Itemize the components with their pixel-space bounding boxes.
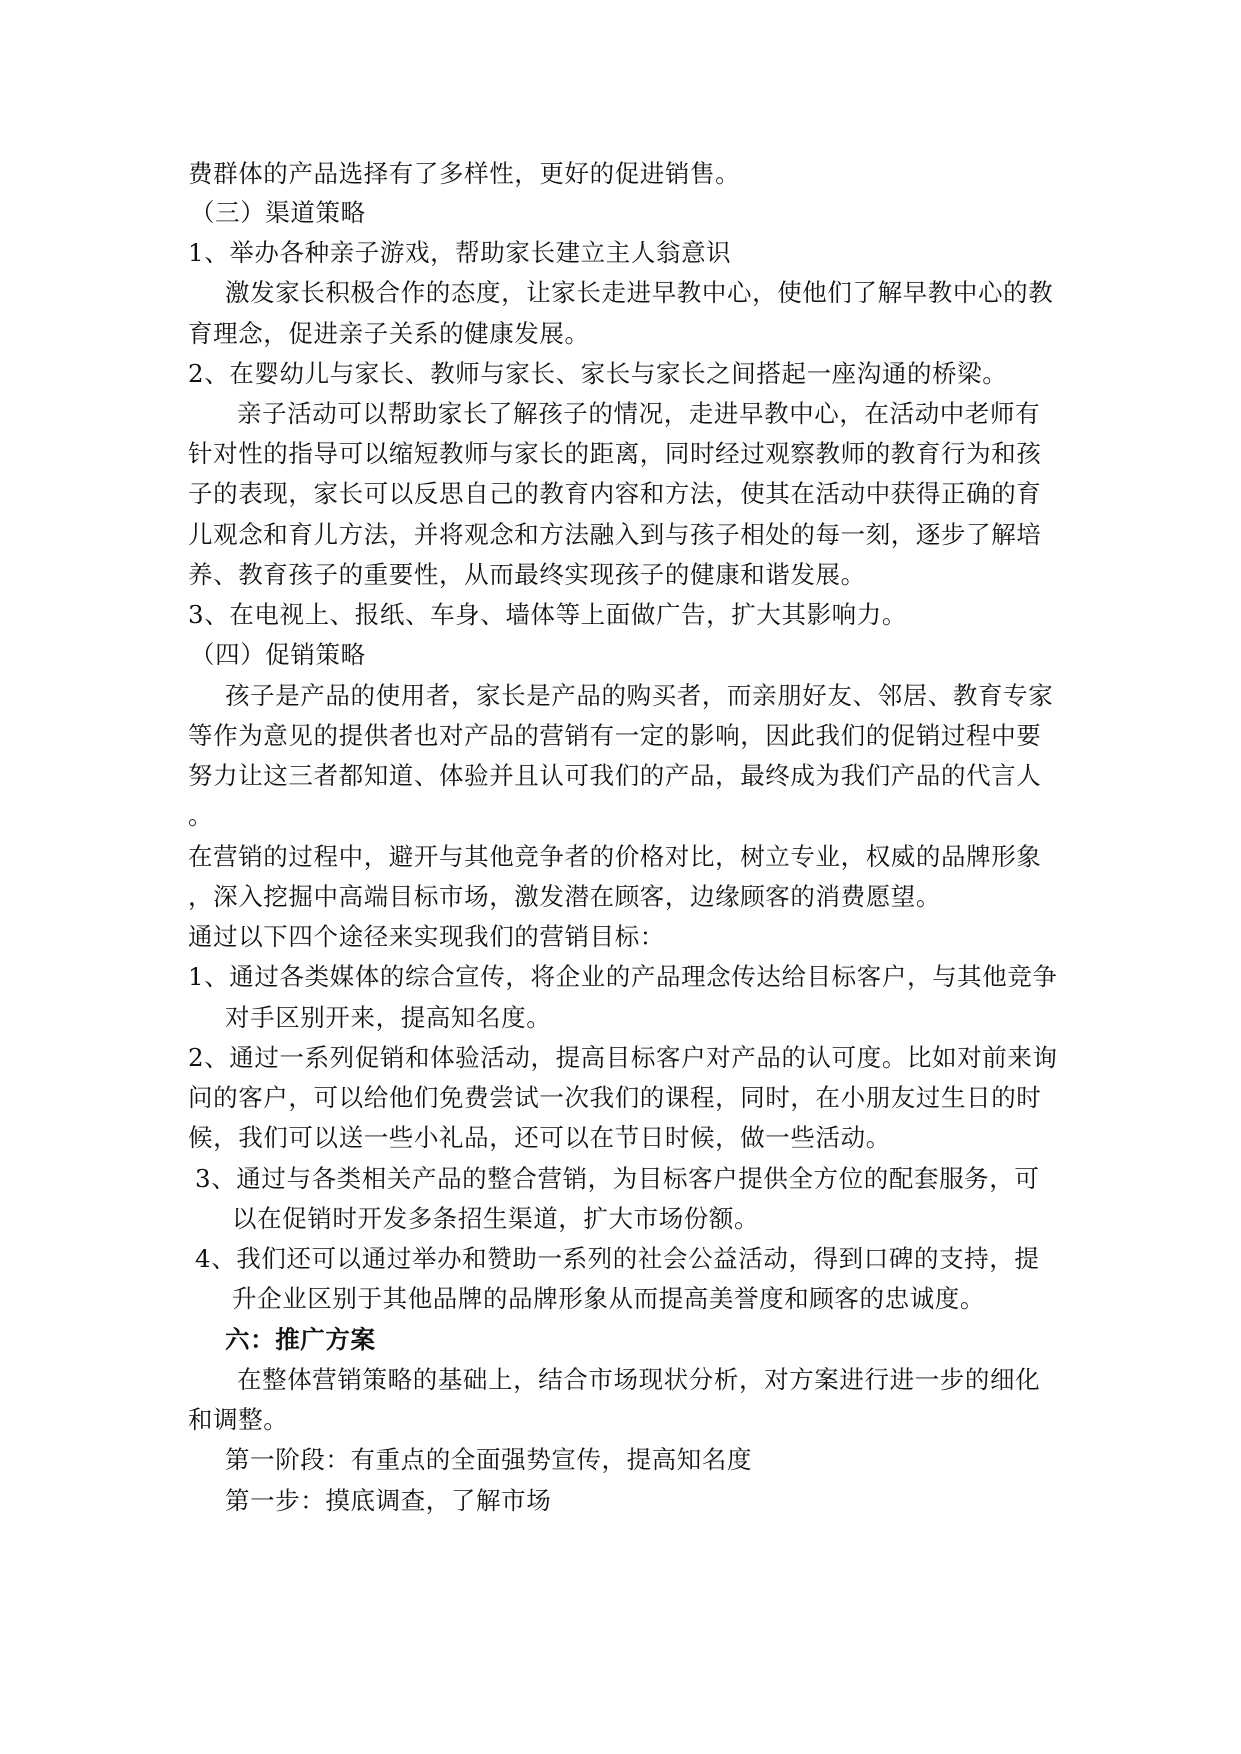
text-line: 针对性的指导可以缩短教师与家长的距离，同时经过观察教师的教育行为和孩: [188, 439, 1042, 468]
text-line: 和调整。: [188, 1405, 289, 1434]
text-line: 亲子活动可以帮助家长了解孩子的情况，走进早教中心，在活动中老师有: [237, 399, 1041, 428]
text-line: 通过以下四个途径来实现我们的营销目标：: [188, 922, 665, 951]
list-item: 2、在婴幼儿与家长、教师与家长、家长与家长之间搭起一座沟通的桥梁。: [188, 359, 1008, 388]
list-item: 1、通过各类媒体的综合宣传，将企业的产品理念传达给目标客户，与其他竞争: [188, 962, 1058, 991]
text-line: 在整体营销策略的基础上，结合市场现状分析，对方案进行进一步的细化: [237, 1365, 1041, 1394]
text-line: 候，我们可以送一些小礼品，还可以在节日时候，做一些活动。: [188, 1123, 891, 1152]
text-line: 第一阶段：有重点的全面强势宣传，提高知名度: [225, 1445, 753, 1474]
text-line: 孩子是产品的使用者，家长是产品的购买者，而亲朋好友、邻居、教育专家: [225, 681, 1054, 710]
list-item: 2、通过一系列促销和体验活动，提高目标客户对产品的认可度。比如对前来询: [188, 1043, 1058, 1072]
text-line: 激发家长积极合作的态度，让家长走进早教中心，使他们了解早教中心的教: [225, 278, 1054, 307]
text-line: 子的表现，家长可以反思自己的教育内容和方法，使其在活动中获得正确的育: [188, 479, 1042, 508]
text-line: 以在促销时开发多条招生渠道，扩大市场份额。: [232, 1204, 760, 1233]
text-line: ，深入挖掘中高端目标市场，激发潜在顾客，边缘顾客的消费愿望。: [188, 882, 941, 911]
text-line: 在营销的过程中，避开与其他竞争者的价格对比，树立专业，权威的品牌形象: [188, 842, 1042, 871]
text-line: 。: [188, 801, 214, 830]
list-item: 4、我们还可以通过举办和赞助一系列的社会公益活动，得到口碑的支持，提: [195, 1244, 1040, 1273]
text-line: 升企业区别于其他品牌的品牌形象从而提高美誉度和顾客的忠诚度。: [232, 1284, 985, 1313]
text-line: 养、教育孩子的重要性，从而最终实现孩子的健康和谐发展。: [188, 560, 866, 589]
list-item: 3、在电视上、报纸、车身、墙体等上面做广告，扩大其影响力。: [188, 600, 907, 629]
list-item: 3、通过与各类相关产品的整合营销，为目标客户提供全方位的配套服务，可: [195, 1164, 1040, 1193]
section-heading: 六：推广方案: [225, 1325, 376, 1354]
list-item: 1、举办各种亲子游戏，帮助家长建立主人翁意识: [188, 238, 732, 267]
section-heading: （三）渠道策略: [190, 198, 366, 227]
text-line: 儿观念和育儿方法，并将观念和方法融入到与孩子相处的每一刻，逐步了解培: [188, 520, 1042, 549]
text-line: 问的客户，可以给他们免费尝试一次我们的课程，同时，在小朋友过生日的时: [188, 1083, 1042, 1112]
text-line: 努力让这三者都知道、体验并且认可我们的产品，最终成为我们产品的代言人: [188, 761, 1042, 790]
text-line: 等作为意见的提供者也对产品的营销有一定的影响，因此我们的促销过程中要: [188, 721, 1042, 750]
text-line: 费群体的产品选择有了多样性，更好的促进销售。: [188, 159, 741, 188]
section-heading: （四）促销策略: [190, 640, 366, 669]
text-line: 第一步：摸底调查，了解市场: [225, 1486, 552, 1515]
text-line: 育理念，促进亲子关系的健康发展。: [188, 319, 590, 348]
text-line: 对手区别开来，提高知名度。: [225, 1003, 552, 1032]
